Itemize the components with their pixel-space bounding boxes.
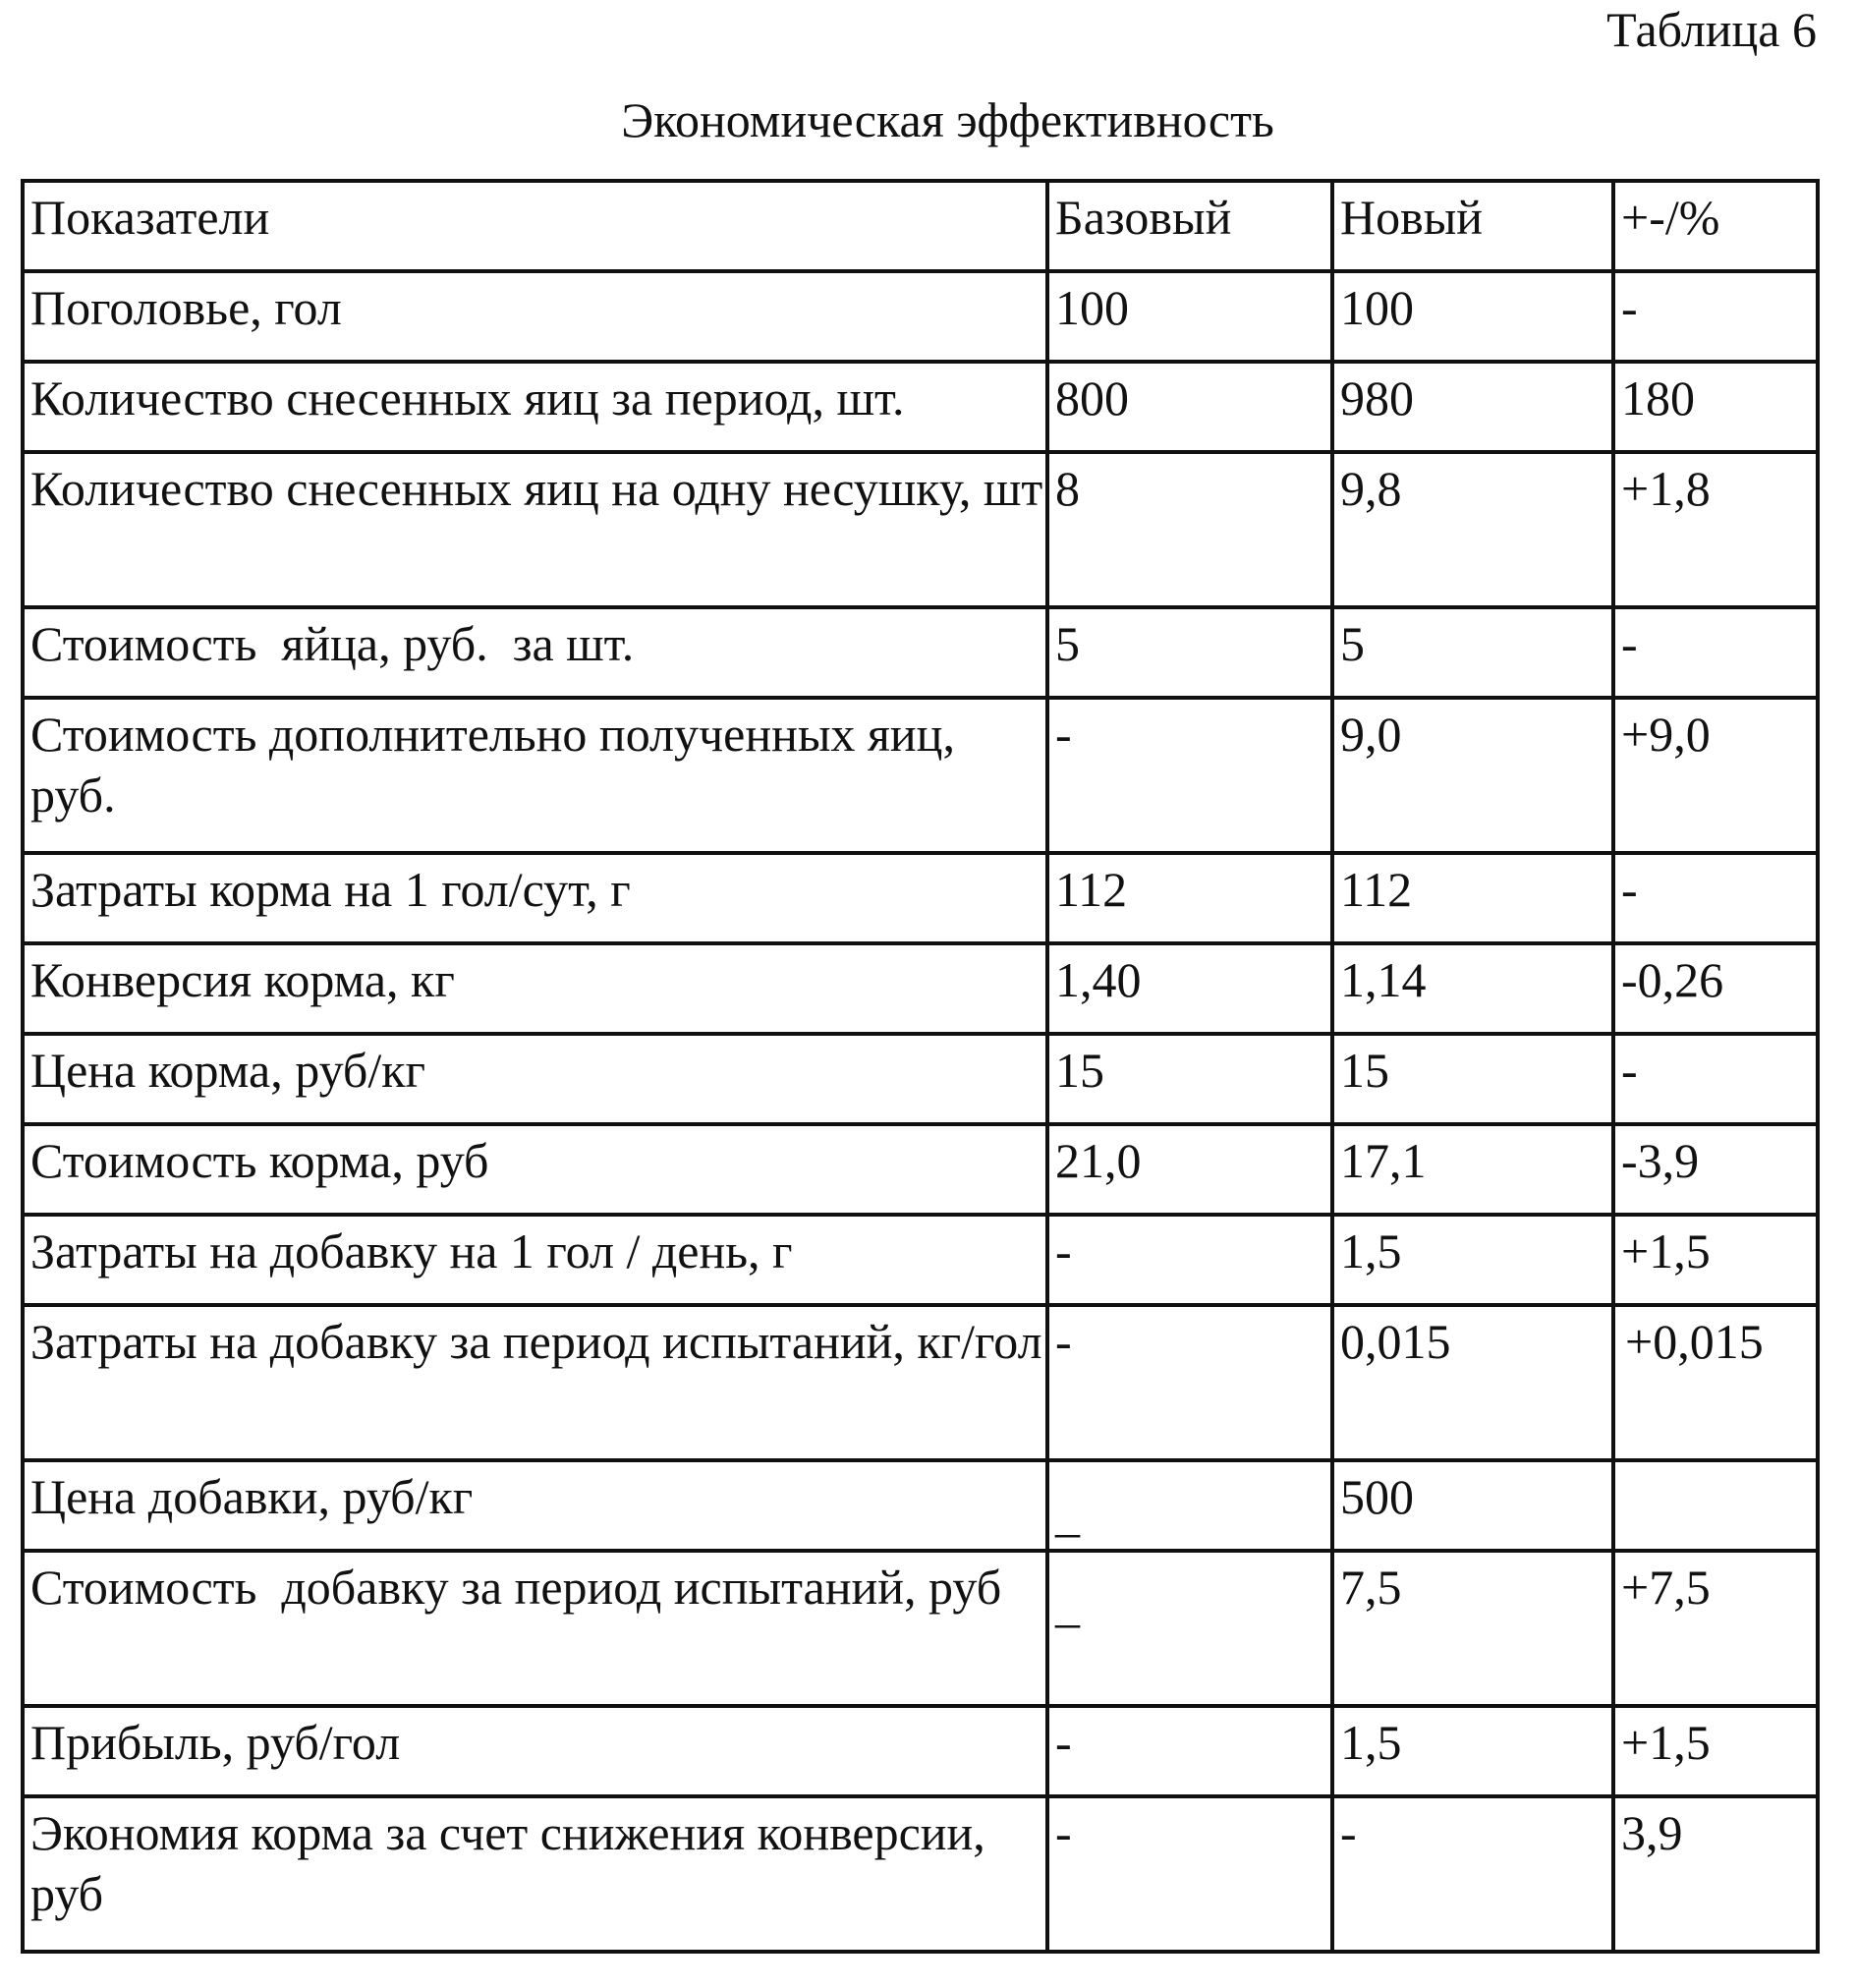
indicator-cell: Стоимость дополнительно полученных яиц, руб. xyxy=(23,698,1047,853)
base-value-cell: 800 xyxy=(1047,362,1332,452)
indicator-cell: Цена добавки, руб/кг xyxy=(23,1460,1047,1551)
diff-value-cell: +1,8 xyxy=(1613,452,1818,607)
indicator-cell: Цена корма, руб/кг xyxy=(23,1034,1047,1124)
diff-value-cell xyxy=(1613,1460,1818,1551)
new-value-cell: 9,0 xyxy=(1332,698,1613,853)
table-row xyxy=(23,1215,1818,1305)
new-value-cell: 500 xyxy=(1332,1460,1613,1551)
table-row xyxy=(23,1034,1818,1124)
base-value-cell: _ xyxy=(1047,1551,1332,1706)
base-value-cell: - xyxy=(1047,698,1332,853)
new-value-cell: 0,015 xyxy=(1332,1305,1613,1460)
diff-value-cell: - xyxy=(1613,853,1818,943)
new-value-cell: 1,5 xyxy=(1332,1215,1613,1305)
table-row xyxy=(23,607,1818,698)
new-value-cell: 5 xyxy=(1332,607,1613,698)
new-value-cell: 7,5 xyxy=(1332,1551,1613,1706)
diff-value-cell: -0,26 xyxy=(1613,943,1818,1034)
new-value-cell: 112 xyxy=(1332,853,1613,943)
diff-value-cell: +7,5 xyxy=(1613,1551,1818,1706)
header-cell-new: Новый xyxy=(1332,181,1613,271)
indicator-cell: Поголовье, гол xyxy=(23,271,1047,362)
new-value-cell: 1,14 xyxy=(1332,943,1613,1034)
table-row xyxy=(23,271,1818,362)
new-value-cell: 17,1 xyxy=(1332,1124,1613,1215)
base-value-cell: - xyxy=(1047,1796,1332,1952)
diff-value-cell: - xyxy=(1613,271,1818,362)
diff-value-cell: +1,5 xyxy=(1613,1706,1818,1796)
new-value-cell: 9,8 xyxy=(1332,452,1613,607)
base-value-cell: 100 xyxy=(1047,271,1332,362)
base-value-cell: - xyxy=(1047,1706,1332,1796)
indicator-cell: Количество снесенных яиц на одну несушку, шт xyxy=(23,452,1047,607)
new-value-cell: 15 xyxy=(1332,1034,1613,1124)
base-value-cell: _ xyxy=(1047,1460,1332,1551)
new-value-cell: 1,5 xyxy=(1332,1706,1613,1796)
indicator-cell: Количество снесенных яиц за период, шт. xyxy=(23,362,1047,452)
indicator-cell: Стоимость добавку за период испытаний, руб xyxy=(23,1551,1047,1706)
table-row xyxy=(23,452,1818,607)
table-row xyxy=(23,1305,1818,1460)
table-number-label: Таблица 6 xyxy=(1606,2,1817,57)
header-cell-diff: +-/% xyxy=(1613,181,1818,271)
indicator-cell: Стоимость корма, руб xyxy=(23,1124,1047,1215)
table-row xyxy=(23,1124,1818,1215)
diff-value-cell: -3,9 xyxy=(1613,1124,1818,1215)
indicator-cell: Затраты корма на 1 гол/сут, г xyxy=(23,853,1047,943)
diff-value-cell: +1,5 xyxy=(1613,1215,1818,1305)
header-row xyxy=(23,181,1818,271)
indicator-cell: Затраты на добавку на 1 гол / день, г xyxy=(23,1215,1047,1305)
table-row xyxy=(23,1796,1818,1952)
diff-value-cell: 180 xyxy=(1613,362,1818,452)
base-value-cell: - xyxy=(1047,1305,1332,1460)
base-value-cell: 15 xyxy=(1047,1034,1332,1124)
new-value-cell: - xyxy=(1332,1796,1613,1952)
economic-efficiency-table xyxy=(21,179,1820,1954)
table-row xyxy=(23,362,1818,452)
indicator-cell: Стоимость яйца, руб. за шт. xyxy=(23,607,1047,698)
header-cell-base: Базовый xyxy=(1047,181,1332,271)
diff-value-cell: - xyxy=(1613,1034,1818,1124)
base-value-cell: 8 xyxy=(1047,452,1332,607)
table-title: Экономическая эффективность xyxy=(621,92,1274,147)
table-row xyxy=(23,1706,1818,1796)
table-row xyxy=(23,698,1818,853)
indicator-cell: Прибыль, руб/гол xyxy=(23,1706,1047,1796)
indicator-cell: Экономия корма за счет снижения конверсии, руб xyxy=(23,1796,1047,1952)
header-cell-indicator: Показатели xyxy=(23,181,1047,271)
diff-value-cell: - xyxy=(1613,607,1818,698)
base-value-cell: 1,40 xyxy=(1047,943,1332,1034)
diff-value-cell: +9,0 xyxy=(1613,698,1818,853)
base-value-cell: 5 xyxy=(1047,607,1332,698)
diff-value-cell: +0,015 xyxy=(1613,1305,1818,1460)
new-value-cell: 980 xyxy=(1332,362,1613,452)
indicator-cell: Затраты на добавку за период испытаний, кг/гол xyxy=(23,1305,1047,1460)
table-row xyxy=(23,1460,1818,1551)
table-row xyxy=(23,853,1818,943)
base-value-cell: 21,0 xyxy=(1047,1124,1332,1215)
diff-value-cell: 3,9 xyxy=(1613,1796,1818,1952)
table-row xyxy=(23,943,1818,1034)
base-value-cell: - xyxy=(1047,1215,1332,1305)
base-value-cell: 112 xyxy=(1047,853,1332,943)
indicator-cell: Конверсия корма, кг xyxy=(23,943,1047,1034)
table-row xyxy=(23,1551,1818,1706)
new-value-cell: 100 xyxy=(1332,271,1613,362)
